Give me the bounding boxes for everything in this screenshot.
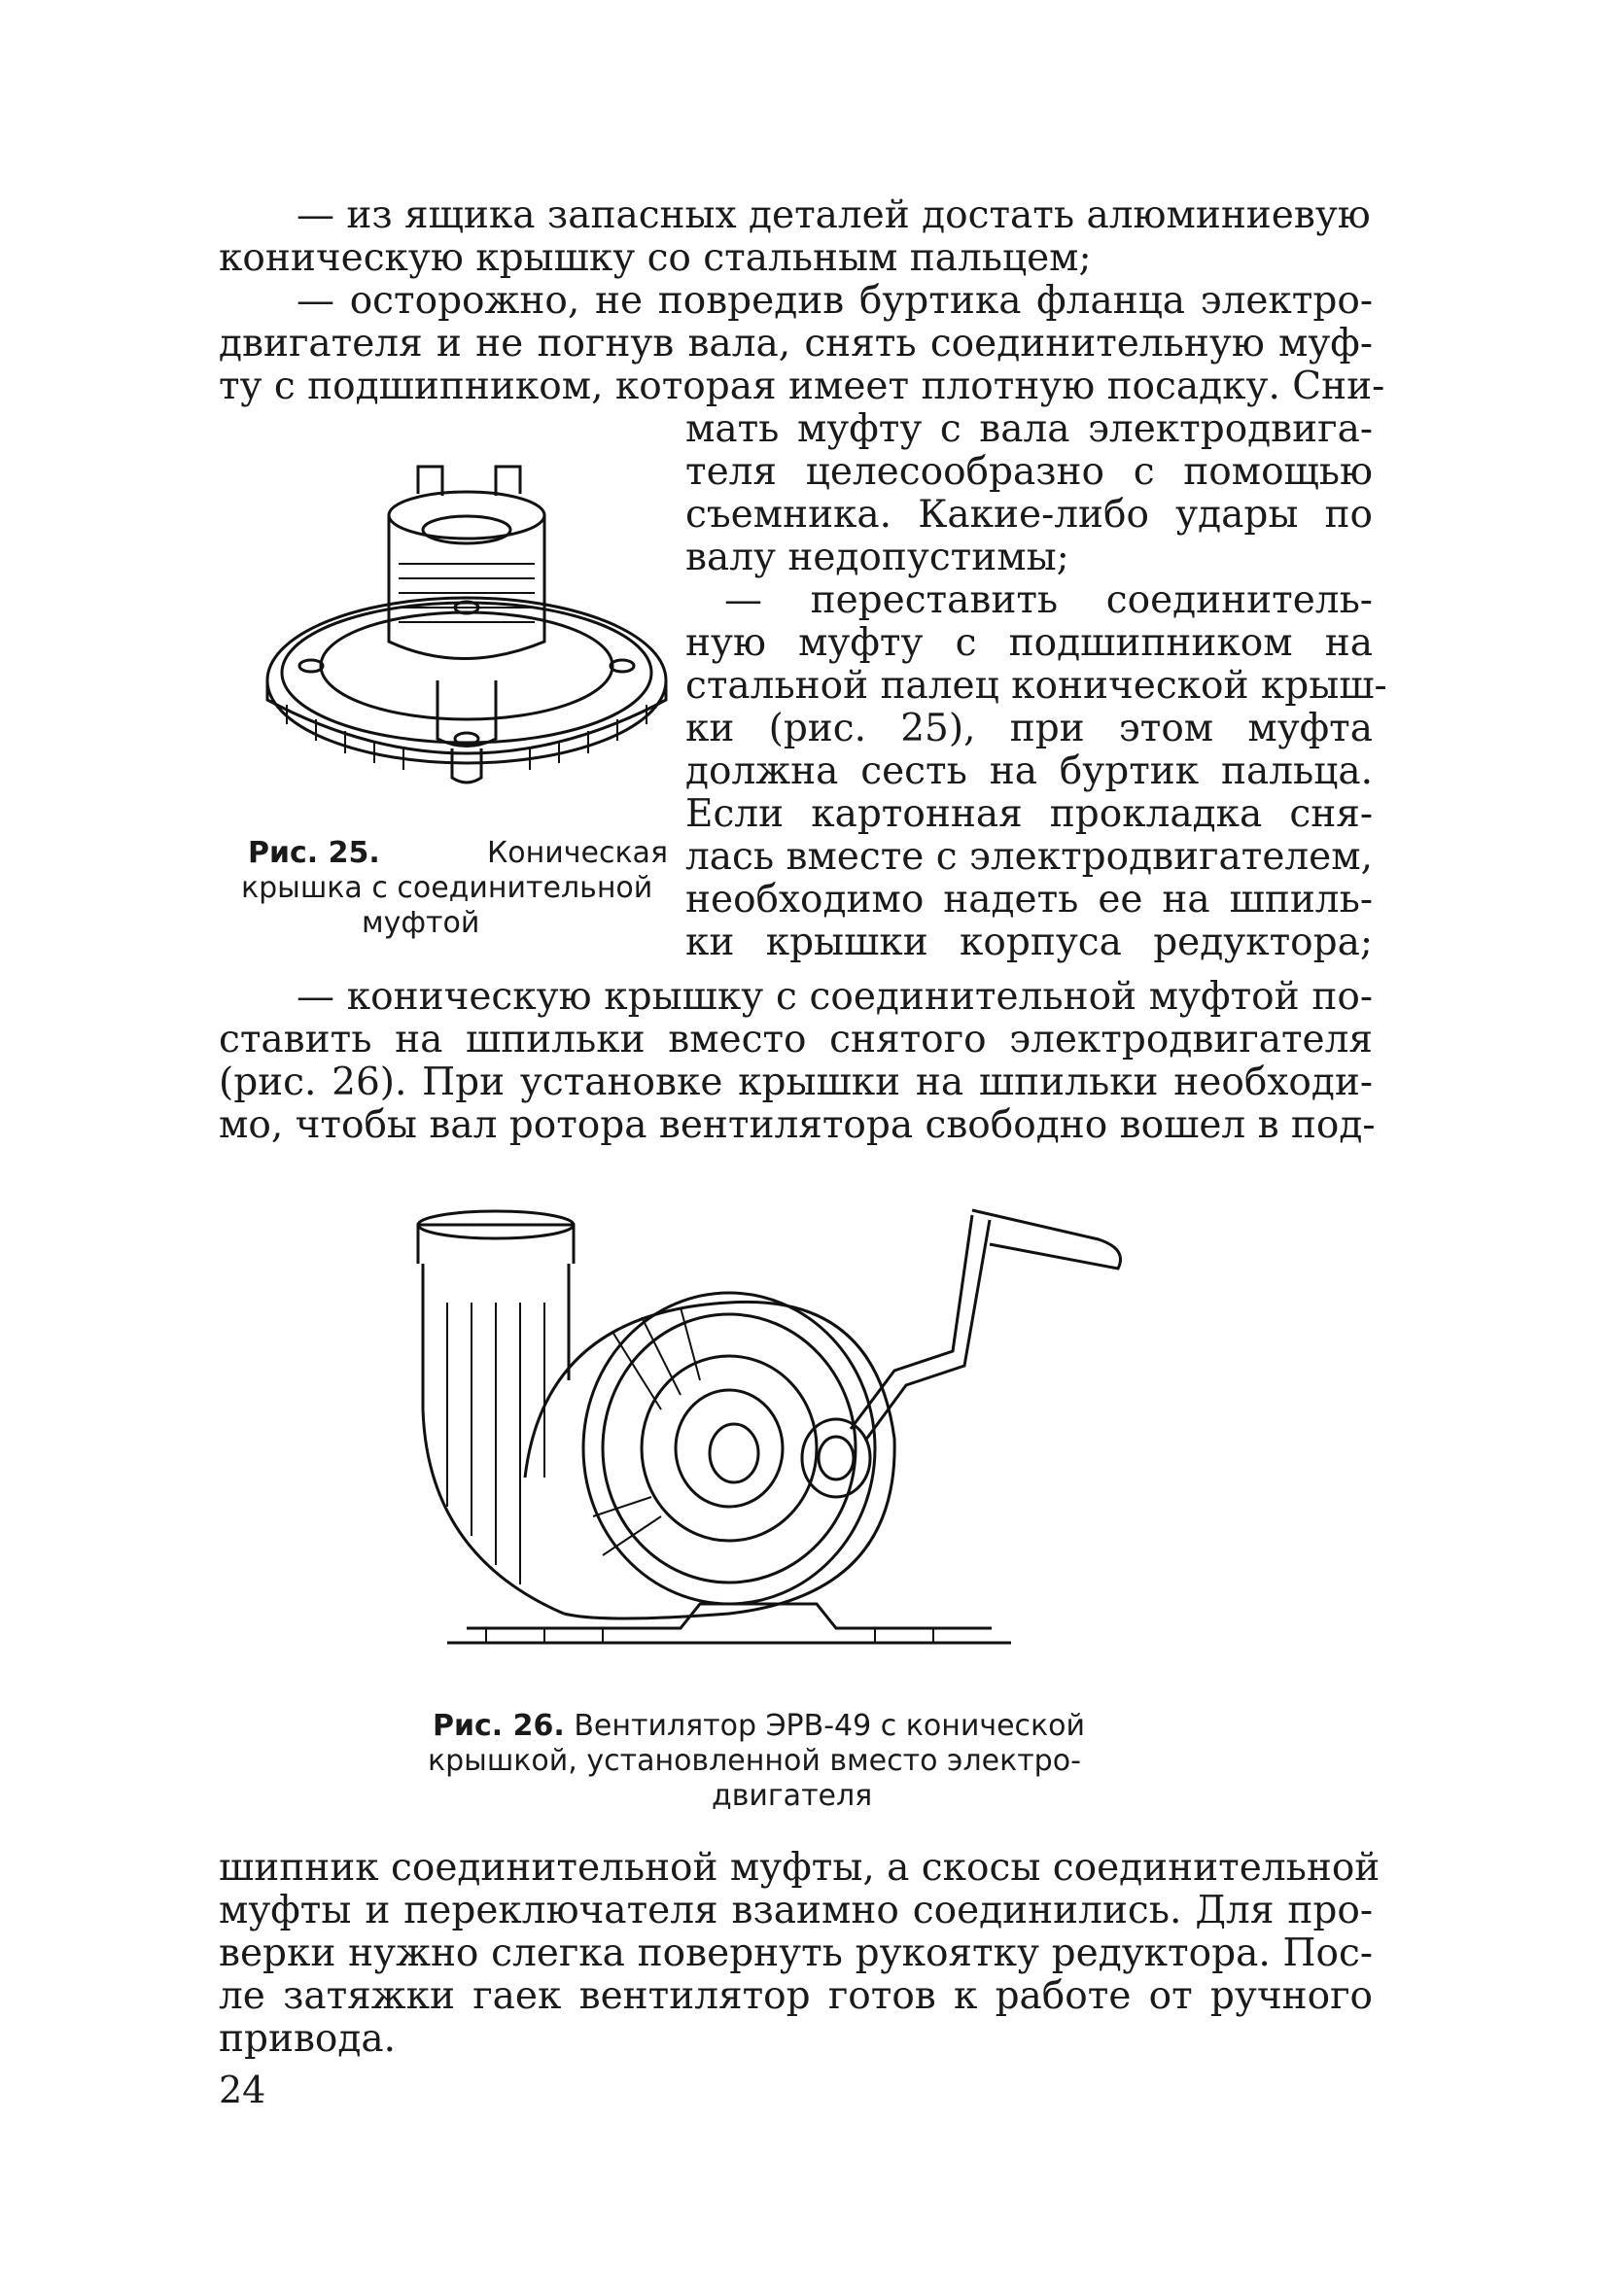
text-line: необходимо надеть ее на шпиль- xyxy=(685,878,1373,922)
figure-26-label: Рис. 26. xyxy=(433,1709,565,1743)
figure-25-conical-cover xyxy=(243,457,700,807)
text-line: ту с подшипником, которая имеет плотную посадку. Сни- xyxy=(219,365,1385,408)
figure-26-caption xyxy=(433,1709,1085,1744)
figure-25-caption-line: крышка с соединительной xyxy=(241,871,653,905)
text-line: (рис. 26). При установке крышки на шпильки необходи- xyxy=(219,1061,1373,1104)
page-number: 24 xyxy=(219,2069,266,2111)
text-line: коническую крышку со стальным пальцем; xyxy=(219,236,1092,280)
text-line: мать муфту с вала электродвига- xyxy=(685,407,1373,451)
figure-26-fan xyxy=(408,1186,1283,1672)
figure-26-caption-line: двигателя xyxy=(712,1779,873,1813)
figure-25-caption xyxy=(248,836,668,871)
figure-26-caption-text: Вентилятор ЭРВ-49 с конической xyxy=(574,1709,1086,1743)
text-line: лась вместе с электродвигателем, xyxy=(685,835,1373,879)
text-line: — осторожно, не повредив буртика фланца электро- xyxy=(297,279,1373,323)
text-line: шипник соединительной муфты, а скосы соединительной xyxy=(219,1846,1381,1890)
text-line: мо, чтобы вал ротора вентилятора свободно вошел в под- xyxy=(219,1103,1376,1147)
text-line: должна сесть на буртик пальца. xyxy=(685,749,1373,793)
text-line: Если картонная прокладка сня- xyxy=(685,792,1373,836)
figure-25-caption-text: Коническая xyxy=(487,836,668,870)
text-line: ки крышки корпуса редуктора; xyxy=(685,921,1373,964)
text-line: теля целесообразно с помощью xyxy=(685,450,1373,494)
text-line: — переставить соединитель- xyxy=(724,578,1373,622)
text-line: привода. xyxy=(219,2017,397,2061)
figure-26-caption-line: крышкой, установленной вместо электро- xyxy=(428,1744,1081,1778)
text-line: стальной палец конической крыш- xyxy=(685,664,1387,708)
text-line: ставить на шпильки вместо снятого электродвигателя xyxy=(219,1018,1373,1061)
figure-25-label: Рис. 25. xyxy=(248,836,380,870)
text-line: — из ящика запасных деталей достать алюминиевую xyxy=(297,193,1371,237)
text-line: ки (рис. 25), при этом муфта xyxy=(685,707,1373,750)
text-line: ле затяжки гаек вентилятор готов к работе от ручного xyxy=(219,1974,1373,2018)
text-line: ную муфту с подшипником на xyxy=(685,621,1373,665)
text-line: валу недопустимы; xyxy=(685,536,1069,579)
figure-25-caption-line: муфтой xyxy=(362,906,480,940)
text-line: верки нужно слегка повернуть рукоятку редуктора. Пос- xyxy=(219,1931,1373,1975)
text-line: — коническую крышку с соединительной муфтой по- xyxy=(297,975,1373,1019)
text-line: двигателя и не погнув вала, снять соединительную муф- xyxy=(219,322,1373,365)
text-line: муфты и переключателя взаимно соединились. Для про- xyxy=(219,1889,1373,1932)
text-line: съемника. Какие-либо удары по xyxy=(685,493,1373,537)
